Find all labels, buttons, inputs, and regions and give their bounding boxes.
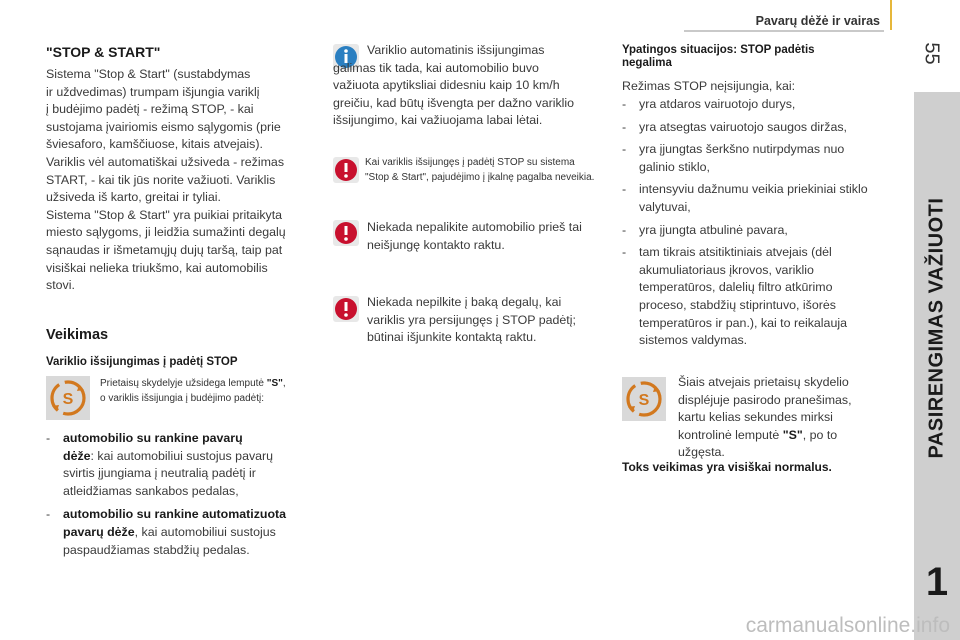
page-number: 55 bbox=[920, 42, 943, 65]
lamp-description: Prietaisų skydelyje užsidega lemputė "S", o variklis išsijungia į budėjimo padėtį: bbox=[100, 378, 286, 404]
refuel-warning: Niekada nepilkite į baką degalų, kai variklis yra persijungęs į STOP padėtį; būtinai išjunkite kontaktą raktu. bbox=[367, 295, 576, 345]
stop-not-available-lead: Režimas STOP neįsijungia, kai: bbox=[622, 79, 796, 93]
chapter-number: 1 bbox=[925, 560, 949, 604]
warning-icon bbox=[333, 220, 359, 246]
section-title: "STOP & START" bbox=[46, 44, 161, 60]
stop-subtitle: Variklio išsijungimas į padėtį STOP bbox=[46, 356, 238, 368]
normal-operation-note: Toks veikimas yra visiškai normalus. bbox=[622, 460, 832, 474]
key-warning: Niekada nepalikite automobilio prieš tai neišjungę kontakto raktu. bbox=[367, 220, 582, 252]
running-header: Pavarų dėžė ir vairas bbox=[755, 14, 880, 28]
header-divider bbox=[684, 30, 884, 32]
stop-exceptions-list bbox=[622, 96, 904, 350]
svg-text:S: S bbox=[62, 391, 74, 408]
info-note: Variklio automatinis išsijungimas galimas tik tada, kai automobilio buvo važiuota apytiksliai didesniu kaip 10 km/h greičiu, kad būtų išvengta per dažno variklio išsijungimo, kai važiuojama labai lėtai. bbox=[333, 43, 575, 128]
list-item: - tam tikrais atsitiktiniais atvejais (dėl akumuliatoriaus įkrovos, variklio temperatūros, dalelių filtro atkūrimo proceso, stabdžių stiprintuvo, išorės temperatūros ir pan.), kai to reikalauja sistemos valdymas. bbox=[622, 245, 847, 348]
warning-icon bbox=[333, 296, 359, 322]
stop-start-lamp-icon bbox=[46, 376, 90, 420]
list-item: - yra atsegtas vairuotojo saugos diržas, bbox=[622, 119, 847, 134]
list-item: - intensyviu dažnumu veikia priekiniai stiklo valytuvai, bbox=[622, 182, 868, 214]
blink-description: Šiais atvejais prietaisų skydelio displéjuje pasirodo pranešimas, kartu kelias sekundes mirksi kontrolinė lemputė "S", po to užgęsta. bbox=[678, 375, 852, 460]
hill-assist-warning: Kai variklis išsijungęs į padėtį STOP su sistema "Stop & Start", pajudėjimo į įkalnę pagalba neveikia. bbox=[365, 157, 595, 183]
intro-paragraph: Sistema "Stop & Start" (sustabdymas ir uždvedimas) trumpam išjungia variklį į budėjimo padėtį - režimą STOP, - kai sustojama įvairiomis eismo sąlygomis (prie šviesaforo, kamščiuose, kitais atvejais). Variklis vėl automatiškai užsiveda - režimas START, - kai tik jūs norite važiuoti. Variklis užsiveda iš karto, greitai ir tyliai. Sistema "Stop & Start" yra puikiai pritaikyta miesto sąlygoms, ji leidžia sumažinti degalų sąnaudas ir išmetamųjų dujų taršą, taip pat visiškai nelieka triukšmo, kai automobilis stovi. bbox=[46, 67, 286, 293]
warning-icon bbox=[333, 157, 359, 183]
stop-start-lamp-icon bbox=[622, 377, 666, 421]
special-situations-title: Ypatingos situacijos: STOP padėtis negalima bbox=[622, 44, 815, 69]
list-item: - yra įjungta atbulinė pavara, bbox=[622, 222, 788, 237]
veikimas-title: Veikimas bbox=[46, 327, 109, 343]
header-accent-bar bbox=[890, 0, 892, 30]
list-item: - automobilio su rankine pavarų dėže: kai automobiliui sustojus pavarų svirtis įjungiama į neutralią padėtį ir atleidžiamas sankabos pedalas, bbox=[46, 431, 274, 498]
list-item: - automobilio su rankine automatizuota pavarų dėže, kai automobiliui sustojus paspaudžiamas stabdžių pedalas. bbox=[46, 507, 287, 557]
stop-conditions-list bbox=[46, 430, 318, 559]
list-item: - yra atdaros vairuotojo durys, bbox=[622, 97, 796, 111]
watermark: carmanualsonline.info bbox=[745, 614, 950, 637]
svg-text:S: S bbox=[638, 392, 650, 409]
chapter-title: PASIRENGIMAS VAŽIUOTI bbox=[925, 197, 948, 459]
list-item: - yra įjungtas šerkšno nutirpdymas nuo galinio stiklo, bbox=[622, 142, 845, 174]
